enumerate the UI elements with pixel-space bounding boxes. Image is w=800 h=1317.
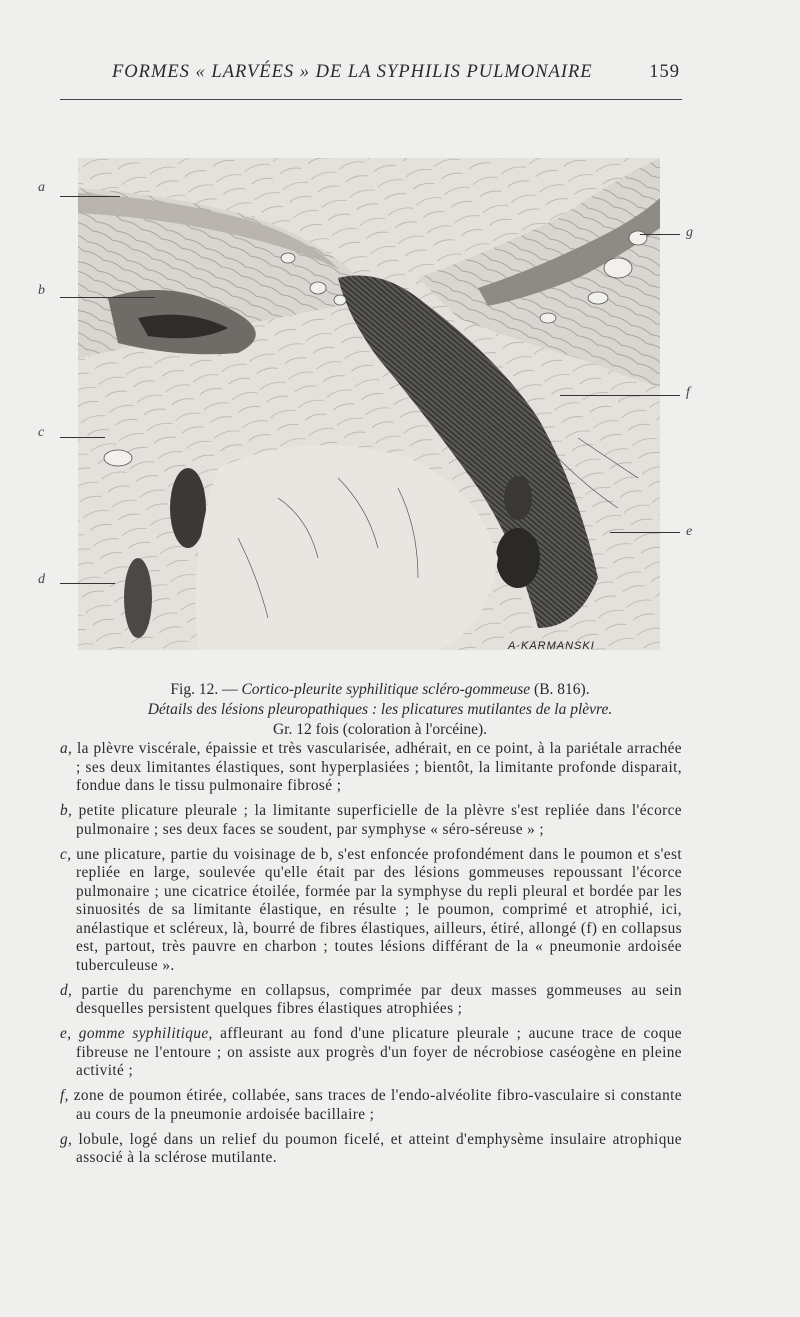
leader-a xyxy=(60,196,120,197)
histology-illustration xyxy=(78,158,660,650)
histology-plate xyxy=(78,158,660,650)
label-d: d xyxy=(38,572,45,587)
legend-key: d, xyxy=(60,981,73,999)
caption-ref: (B. 816). xyxy=(530,681,590,698)
legend-item-d xyxy=(60,982,682,1019)
legend-key: c, xyxy=(60,845,72,863)
label-e: e xyxy=(686,524,693,539)
caption-line-3: Gr. 12 fois (coloration à l'orcéine). xyxy=(272,721,488,738)
legend-item-c xyxy=(60,846,682,976)
legend-key: a, xyxy=(60,740,73,757)
legend-text: la plèvre viscérale, épaissie et très vascularisée, adhérait, en ce point, à la pariétale arrachée ; ses deux limitantes élastiques, sont hyperplasiées ; bientôt, la limitante profonde disparait, fondue dans le tissu pulmonaire fibrosé ; xyxy=(72,740,682,794)
legend-key: g, xyxy=(60,1130,73,1148)
figure-caption xyxy=(60,680,700,740)
leader-d xyxy=(60,583,115,584)
running-header xyxy=(62,62,682,90)
leader-b xyxy=(60,297,155,298)
legend-text: petite plicature pleurale ; la limitante superficielle de la plèvre s'est repliée dans l'écorce pulmonaire ; ses deux faces se soudent, par symphyse « séro-séreuse » ; xyxy=(72,802,682,838)
label-g: g xyxy=(686,225,693,240)
figure-legend xyxy=(60,740,682,1174)
leader-e xyxy=(610,532,680,533)
legend-text: lobule, logé dans un relief du poumon ficelé, et atteint d'emphysème insulaire atrophique associé à la sclérose mutilante. xyxy=(72,1130,682,1166)
leader-c xyxy=(60,437,105,438)
legend-item-f xyxy=(60,1087,682,1124)
label-c: c xyxy=(38,425,45,440)
label-b: b xyxy=(38,283,45,298)
caption-prefix: Fig. 12. — xyxy=(170,681,242,698)
leader-g xyxy=(640,234,680,235)
label-f: f xyxy=(686,385,690,400)
legend-key: e, xyxy=(60,1025,72,1042)
legend-text: une plicature, partie du voisinage de b, s'est enfoncée profondément dans le poumon et s'est repliée en large, soulevée qu'elle était par des lésions gommeuses repoussant l'écorce pulmonaire ; une cicatrice étoilée, formée par la symphyse du repli pleural et bordée par les sinuosités de sa limitante élastique, en résulte ; le poumon, comprimé et atrophié, ici, anélastique et scléreux, là, bourré de fibres élastiques, ailleurs, étiré, allongé (f) en collapsus est, partout, très pauvre en charbon ; toutes lésions différant de la « pneumonie ardoisée tuberculeuse ». xyxy=(71,845,682,974)
legend-key: f, xyxy=(60,1087,69,1104)
legend-item-g xyxy=(60,1131,682,1168)
legend-text: affleurant au fond d'une plicature pleurale ; aucune trace de coque fibreuse ne l'entoure ; on assiste aux progrès d'un foyer de nécrobiose caséogène en pleine activité ; xyxy=(76,1025,682,1079)
artist-signature: A·KARMANSKI xyxy=(508,640,595,652)
page-number: 159 xyxy=(649,62,680,82)
header-rule xyxy=(60,99,682,100)
legend-text: partie du parenchyme en collapsus, comprimée par deux masses gommeuses au sein desquelles persistent quelques fibres élastiques atrophiées ; xyxy=(72,981,682,1017)
legend-text: zone de poumon étirée, collabée, sans traces de l'endo-alvéolite fibro-vasculaire si constante au cours de la pneumonie ardoisée bacillaire ; xyxy=(68,1087,682,1123)
running-title: FORMES « LARVÉES » DE LA SYPHILIS PULMONAIRE xyxy=(112,62,593,82)
legend-item-b xyxy=(60,802,682,839)
caption-title: Cortico-pleurite syphilitique scléro-gommeuse xyxy=(241,681,531,698)
leader-f xyxy=(560,395,680,396)
legend-item-a xyxy=(60,740,682,796)
caption-line-2: Détails des lésions pleuropathiques : les plicatures mutilantes de la plèvre. xyxy=(147,701,613,718)
caption-line-1 xyxy=(60,680,700,700)
legend-item-e xyxy=(60,1025,682,1081)
legend-emph: gomme syphilitique, xyxy=(71,1025,213,1042)
legend-key: b, xyxy=(60,802,73,819)
label-a: a xyxy=(38,180,45,195)
